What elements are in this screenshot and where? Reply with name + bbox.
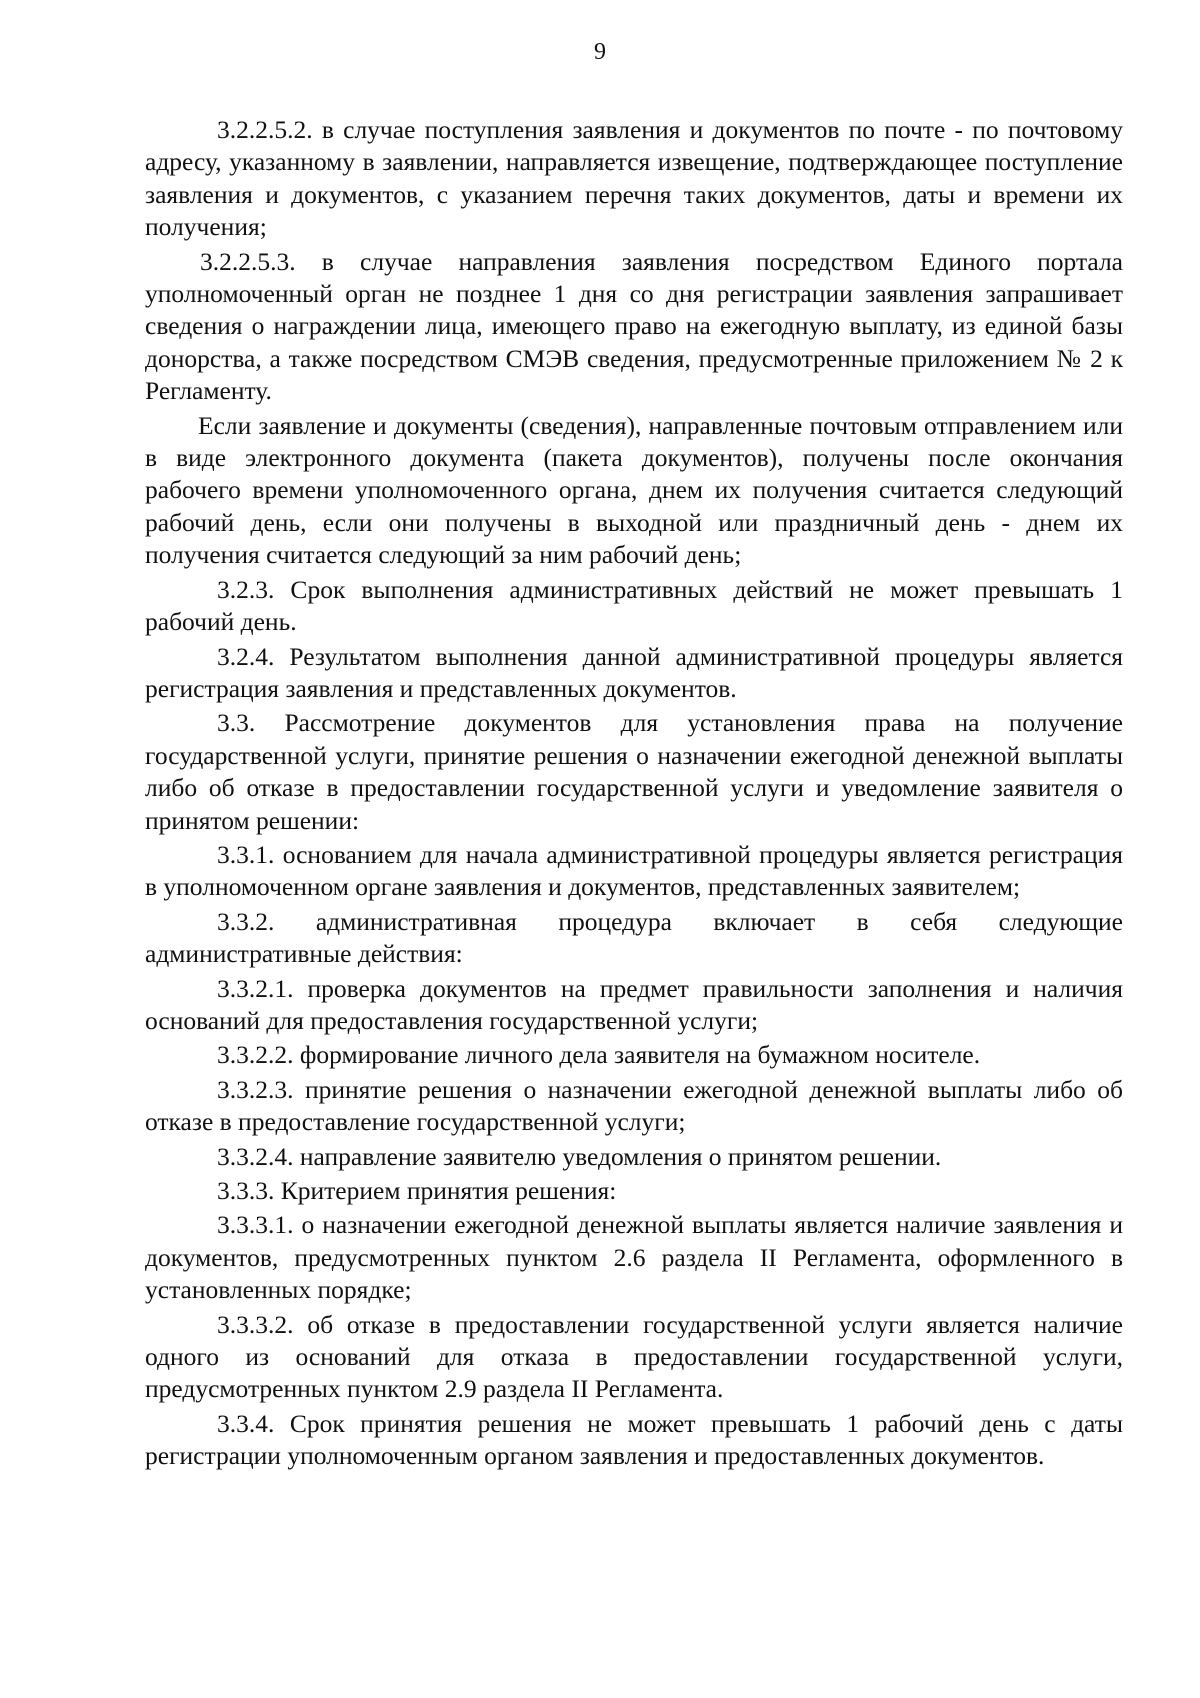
paragraph-3-3-2: 3.3.2. административная процедура включает в себя следующие административные действия: <box>145 906 1123 969</box>
document-body <box>145 114 1123 1475</box>
paragraph-3-3-2-4: 3.3.2.4. направление заявителю уведомления о принятом решении. <box>217 1141 942 1171</box>
paragraph-3-2-2-5-3: 3.2.2.5.3. в случае направления заявления посредством Единого портала уполномоченный орган не позднее 1 дня со дня регистрации заявления запрашивает сведения о награждении лица, имеющего право на ежегодную выплату, из единой базы донорства, а также посредством СМЭВ сведения, предусмотренные приложением № 2 к Регламенту. <box>145 246 1123 406</box>
paragraph-3-3-2-1: 3.3.2.1. проверка документов на предмет правильности заполнения и наличия оснований для предоставления государственной услуги; <box>145 973 1123 1035</box>
paragraph-3-3-2-3: 3.3.2.3. принятие решения о назначении ежегодной денежной выплаты либо об отказе в предоставление государственной услуги; <box>145 1074 1123 1137</box>
paragraph-3-3-1: 3.3.1. основанием для начала административной процедуры является регистрация в уполномоченном органе заявления и документов, представленных заявителем; <box>145 839 1123 902</box>
paragraph-3-3-3: 3.3.3. Критерием принятия решения: <box>217 1176 617 1205</box>
paragraph-if-received: Если заявление и документы (сведения), направленные почтовым отправлением или в виде электронного документа (пакета документов), получены после окончания рабочего времени уполномоченного органа, днем их получения считается следующий рабочий день, если они получены в выходной или праздничный день - днем их получения считается следующий за ним рабочий день; <box>145 410 1123 570</box>
paragraph-3-3: 3.3. Рассмотрение документов для установления права на получение государственной услуги, принятие решения о назначении ежегодной денежной выплаты либо об отказе в предоставлении государственной услуги и уведомление заявителя о принятом решении: <box>145 708 1123 835</box>
paragraph-3-2-3: 3.2.3. Срок выполнения административных действий не может превышать 1 рабочий день. <box>145 574 1123 637</box>
page-number: 9 <box>594 39 606 65</box>
paragraph-3-3-4: 3.3.4. Срок принятия решения не может превышать 1 рабочий день с даты регистрации уполномоченным органом заявления и предоставленных документов. <box>145 1408 1123 1471</box>
paragraph-3-3-2-2: 3.3.2.2. формирование личного дела заявителя на бумажном носителе. <box>217 1040 981 1070</box>
paragraph-3-3-3-2: 3.3.3.2. об отказе в предоставлении государственной услуги является наличие одного из оснований для отказа в предоставлении государственной услуги, предусмотренных пунктом 2.9 раздела II Регламента. <box>145 1309 1123 1404</box>
paragraph-3-3-3-1: 3.3.3.1. о назначении ежегодной денежной выплаты является наличие заявления и документов, предусмотренных пунктом 2.6 раздела II Регламента, оформленного в установленных порядке; <box>145 1210 1123 1305</box>
paragraph-3-2-4: 3.2.4. Результатом выполнения данной административной процедуры является регистрация заявления и представленных документов. <box>145 641 1123 703</box>
paragraph-3-2-2-5-2: 3.2.2.5.2. в случае поступления заявления и документов по почте - по почтовому адресу, указанному в заявлении, направляется извещение, подтверждающее поступление заявления и документов, с указанием перечня таких документов, даты и времени их получения; <box>145 115 1123 242</box>
